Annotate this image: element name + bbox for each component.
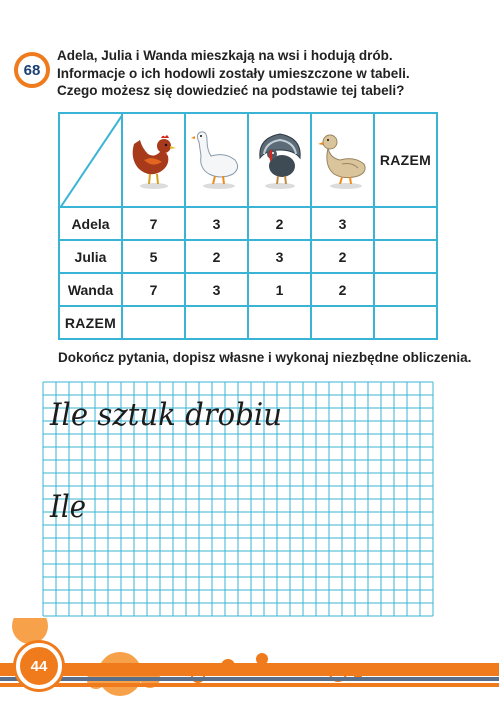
column-hen bbox=[122, 113, 185, 207]
total-cell-empty[interactable] bbox=[374, 240, 437, 273]
handwritten-line-2: Ile bbox=[49, 489, 86, 525]
task-line: Adela, Julia i Wanda mieszkają na wsi i hodują drób. bbox=[57, 48, 393, 63]
table-row bbox=[59, 240, 437, 273]
table-cell: 1 bbox=[248, 273, 311, 306]
writing-grid[interactable] bbox=[42, 381, 434, 628]
table-cell: 7 bbox=[122, 207, 185, 240]
row-name: Adela bbox=[59, 207, 122, 240]
table-cell: 2 bbox=[311, 240, 374, 273]
table-total-row bbox=[59, 306, 437, 339]
total-cell-empty[interactable] bbox=[374, 306, 437, 339]
row-name: Wanda bbox=[59, 273, 122, 306]
table-cell: 5 bbox=[122, 240, 185, 273]
footer-decoration bbox=[0, 618, 499, 705]
page-number-badge bbox=[16, 643, 62, 689]
total-cell-empty[interactable] bbox=[122, 306, 185, 339]
row-name: Julia bbox=[59, 240, 122, 273]
task-line: Informacje o ich hodowli zostały umieszczone w tabeli. bbox=[57, 65, 410, 81]
table-cell: 2 bbox=[311, 273, 374, 306]
total-column-header: RAZEM bbox=[374, 113, 437, 207]
corner-cell bbox=[59, 113, 122, 207]
column-duck bbox=[311, 113, 374, 207]
column-goose bbox=[185, 113, 248, 207]
poultry-table bbox=[58, 112, 438, 340]
table-cell: 2 bbox=[185, 240, 248, 273]
task-line: Czego możesz się dowiedzieć na podstawie tej tabeli? bbox=[57, 83, 405, 98]
hen-icon bbox=[130, 128, 178, 190]
table-cell: 7 bbox=[122, 273, 185, 306]
turkey-icon bbox=[254, 128, 306, 190]
diagonal-line bbox=[60, 114, 123, 208]
table-cell: 3 bbox=[185, 273, 248, 306]
total-cell-empty[interactable] bbox=[374, 273, 437, 306]
table-cell: 3 bbox=[311, 207, 374, 240]
page-number: 44 bbox=[30, 657, 48, 675]
total-cell-empty[interactable] bbox=[248, 306, 311, 339]
instruction-text: Dokończ pytania, dopisz własne i wykonaj niezbędne obliczenia. bbox=[58, 350, 472, 365]
total-cell-empty[interactable] bbox=[374, 207, 437, 240]
total-cell-empty[interactable] bbox=[311, 306, 374, 339]
handwritten-line-1: Ile sztuk drobiu bbox=[49, 397, 282, 433]
table-row bbox=[59, 273, 437, 306]
table-cell: 2 bbox=[248, 207, 311, 240]
table-row bbox=[59, 207, 437, 240]
task-number: 68 bbox=[23, 61, 41, 79]
task-number-badge bbox=[14, 52, 50, 88]
total-row-label: RAZEM bbox=[59, 306, 122, 339]
table-cell: 3 bbox=[185, 207, 248, 240]
total-cell-empty[interactable] bbox=[185, 306, 248, 339]
grid-lines bbox=[42, 381, 434, 623]
duck-icon bbox=[316, 128, 370, 190]
column-turkey bbox=[248, 113, 311, 207]
table-cell: 3 bbox=[248, 240, 311, 273]
task-text bbox=[57, 47, 487, 100]
goose-icon bbox=[191, 128, 243, 190]
table-header-row bbox=[59, 113, 437, 207]
